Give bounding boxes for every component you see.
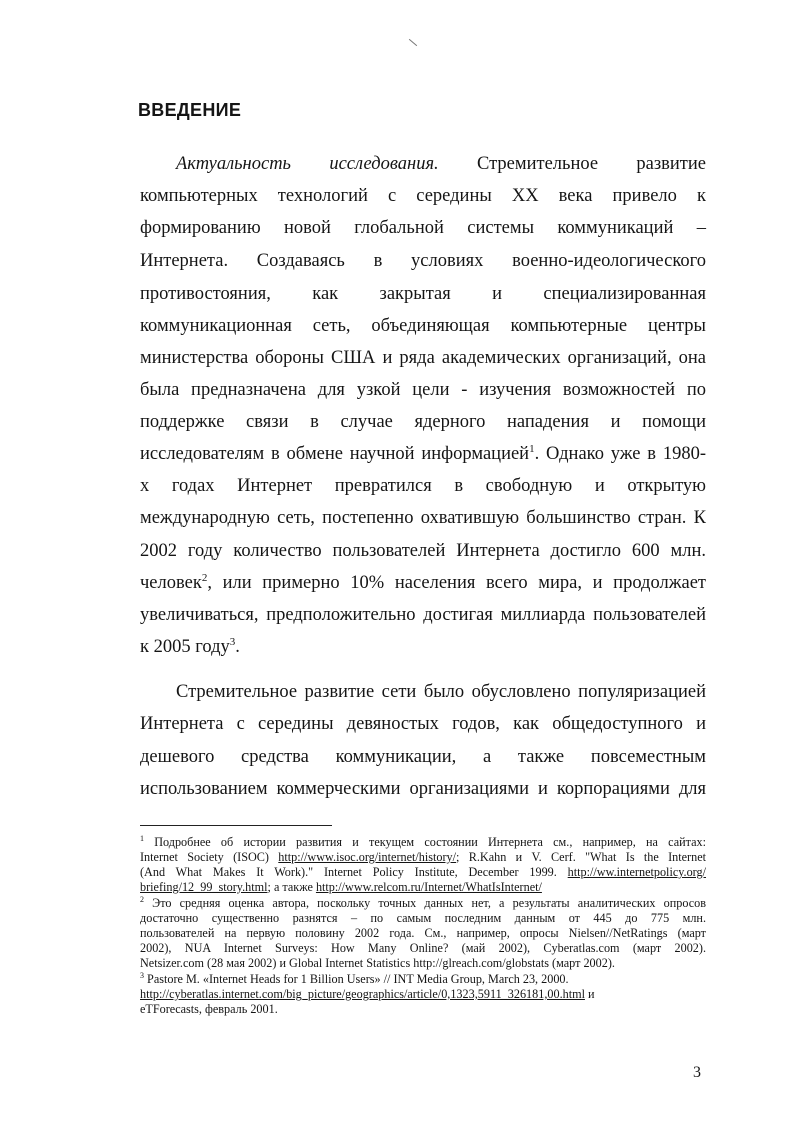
footnote-number: 2 xyxy=(140,894,144,904)
body-line: международную сеть, постепенно охватившую большинство стран. К xyxy=(140,508,706,528)
footnote-number: 1 xyxy=(140,833,144,843)
body-line: 2002 году количество пользователей Интернета достигло 600 млн. xyxy=(140,541,706,561)
body-line: формированию новой глобальной системы коммуникаций – xyxy=(140,218,706,238)
body-line: исследователям в обмене научной информацией$^1$. Однако уже в 1980- xyxy=(140,442,707,464)
body-line: Актуальность исследования. Стремительное развитие xyxy=(176,154,706,174)
body-line: х годах Интернет превратился в свободную и открытую xyxy=(140,476,706,496)
footnote-line: достаточно существенно разнятся – по самым последним данным от 445 до 775 млн. xyxy=(140,911,706,925)
body-line: была предназначена для узкой цели - изучения возможностей по xyxy=(140,380,706,400)
footnote-line: http://cyberatlas.internet.com/big_picture/geographics/article/0,1323,5911_326181,00.html и xyxy=(140,987,595,1001)
footnote-link[interactable]: http://www.isoc.org/internet/history/ xyxy=(278,850,457,864)
body-line: Интернета с середины девяностых годов, как общедоступного и xyxy=(140,714,706,734)
body-line: использованием коммерческими организациями и корпорациями для xyxy=(140,779,706,799)
footnote-link[interactable]: http://ww.internetpolicy.org/ xyxy=(567,865,706,879)
footnote-line: $^2$ Это средняя оценка автора, поскольку точных данных нет, а результаты аналитических опросов xyxy=(140,894,706,910)
body-line: противостояния, как закрытая и специализированная xyxy=(140,284,706,304)
footnote-ref[interactable]: 1 xyxy=(529,442,535,455)
footnote-link[interactable]: http://www.relcom.ru/Internet/WhatIsInternet/ xyxy=(315,880,542,894)
body-line: человек$^2$, или примерно 10% населения всего мира, и продолжает xyxy=(140,571,706,593)
body-line: Стремительное развитие сети было обусловлено популяризацией xyxy=(176,682,706,702)
emphasis-text: Актуальность исследования. xyxy=(176,154,439,174)
body-line: коммуникационная сеть, объединяющая компьютерные центры xyxy=(140,316,706,336)
footnote-divider xyxy=(140,825,332,826)
body-line: Интернета. Создаваясь в условиях военно-идеологического xyxy=(140,251,706,271)
body-line: компьютерных технологий с середины XX века привело к xyxy=(140,186,706,206)
scan-mark xyxy=(409,39,417,46)
footnote-line: eTForecasts, февраль 2001. xyxy=(140,1002,278,1016)
footnote-line: (And What Makes It Work)." Internet Policy Institute, December 1999. http://ww.internetpolicy.org/ xyxy=(140,865,706,879)
section-heading: ВВЕДЕНИЕ xyxy=(138,100,242,120)
footnote-line: $^1$ Подробнее об истории развития и текущем состоянии Интернета см., например, на сайтах: xyxy=(140,833,706,849)
body-line: поддержке связи в случае ядерного нападения и помощи xyxy=(140,412,706,432)
footnote-line: пользователей на первую половину 2002 года. См., например, опросы Nielsen//NetRatings (март xyxy=(140,926,706,940)
footnote-line: Netsizer.com (28 мая 2002) и Global Internet Statistics http://glreach.com/globstats (март 2002). xyxy=(140,956,615,970)
footnote-line: Internet Society (ISOC) http://www.isoc.org/internet/history/; R.Kahn и V. Cerf. "What Is the Internet xyxy=(140,850,706,864)
footnote-line: $^3$ Pastore M. «Internet Heads for 1 Billion Users» // INT Media Group, March 23, 2000. xyxy=(140,970,569,986)
body-line: министерства обороны США и ряда академических организаций, она xyxy=(140,348,706,368)
footnote-ref[interactable]: 3 xyxy=(229,635,236,648)
body-line: к 2005 году$^3$. xyxy=(140,635,240,657)
footnote-line: briefing/12_99_story.html; а также http://www.relcom.ru/Internet/WhatIsInternet/ xyxy=(140,880,542,894)
body-line: увеличиваться, предположительно достигая миллиарда пользователей xyxy=(140,605,706,625)
page-number: 3 xyxy=(693,1064,701,1081)
footnote-line: 2002), NUA Internet Surveys: How Many Online? (май 2002), Cyberatlas.com (март 2002). xyxy=(140,941,706,955)
footnote-link[interactable]: http://cyberatlas.internet.com/big_picture/geographics/article/0,1323,5911_326181,00.html xyxy=(140,987,585,1001)
body-line: дешевого средства коммуникации, а также повсеместным xyxy=(140,747,706,767)
footnote-ref[interactable]: 2 xyxy=(201,571,208,584)
footnote-link[interactable]: briefing/12_99_story.html xyxy=(140,880,268,894)
footnote-number: 3 xyxy=(140,970,144,980)
